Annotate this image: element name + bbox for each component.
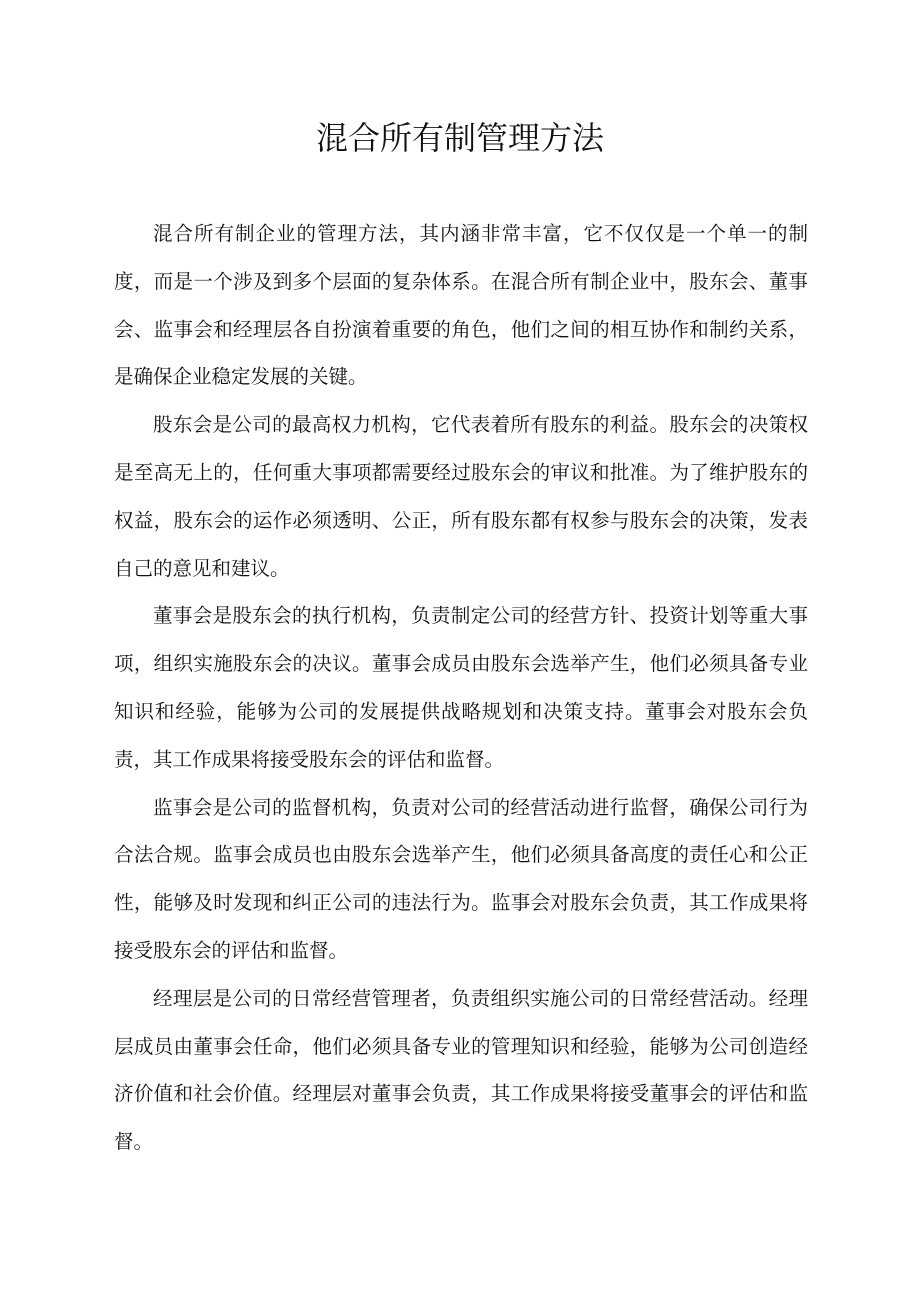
document-body <box>114 210 808 1166</box>
page-title: 混合所有制管理方法 <box>315 119 604 157</box>
paragraph-management: 经理层是公司的日常经营管理者，负责组织实施公司的日常经营活动。经理层成员由董事会任命，他们必须具备专业的管理知识和经验，能够为公司创造经济价值和社会价值。经理层对董事会负责，其工作成果将接受董事会的评估和监督。 <box>114 986 808 1154</box>
paragraph-shareholders-meeting: 股东会是公司的最高权力机构，它代表着所有股东的利益。股东会的决策权是至高无上的，任何重大事项都需要经过股东会的审议和批准。为了维护股东的权益，股东会的运作必须透明、公正，所有股东都有权参与股东会的决策，发表自己的意见和建议。 <box>114 413 808 580</box>
paragraph-board-of-directors: 董事会是股东会的执行机构，负责制定公司的经营方针、投资计划等重大事项，组织实施股东会的决议。董事会成员由股东会选举产生，他们必须具备专业知识和经验，能够为公司的发展提供战略规划和决策支持。董事会对股东会负责，其工作成果将接受股东会的评估和监督。 <box>114 604 808 771</box>
paragraph-intro: 混合所有制企业的管理方法，其内涵非常丰富，它不仅仅是一个单一的制度，而是一个涉及到多个层面的复杂体系。在混合所有制企业中，股东会、董事会、监事会和经理层各自扮演着重要的角色，他们之间的相互协作和制约关系，是确保企业稳定发展的关键。 <box>114 222 808 389</box>
paragraph-board-of-supervisors: 监事会是公司的监督机构，负责对公司的经营活动进行监督，确保公司行为合法合规。监事会成员也由股东会选举产生，他们必须具备高度的责任心和公正性，能够及时发现和纠正公司的违法行为。监事会对股东会负责，其工作成果将接受股东会的评估和监督。 <box>114 795 808 962</box>
